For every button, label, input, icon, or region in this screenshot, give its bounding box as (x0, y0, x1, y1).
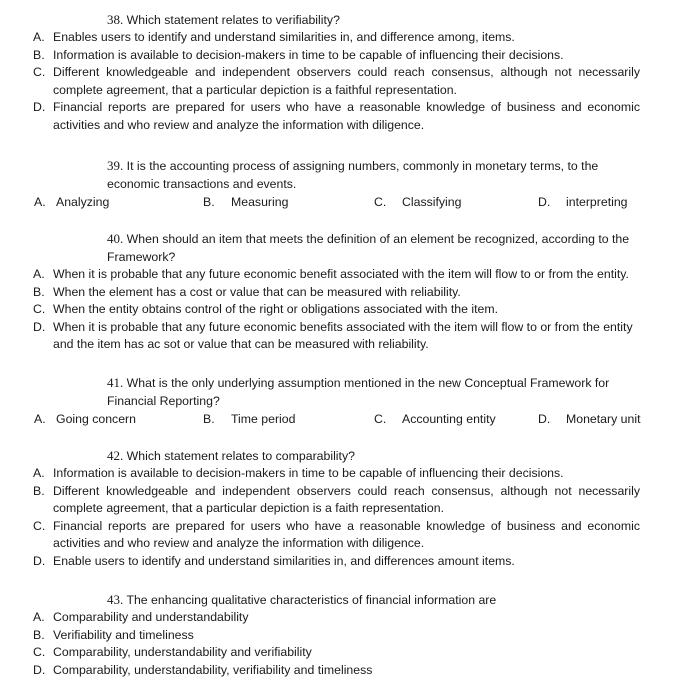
options-row (0, 193, 700, 211)
question-number: 42. (107, 448, 124, 463)
option-text: Comparability, understandability, verifiability and timeliness (53, 662, 373, 677)
option-text: Verifiability and timeliness (53, 627, 194, 642)
option-d (538, 410, 641, 428)
option-text: Different knowledgeable and independent observers could reach consensus, although not necessarily complete agreement, that a particular depiction is a faithful representation. (53, 65, 640, 97)
option-b (0, 47, 700, 65)
option-a (0, 266, 700, 284)
option-text: Different knowledgeable and independent observers could reach consensus, although not necessarily complete agreement, that a particular depiction is a faith representation. (53, 483, 640, 515)
options-row (0, 410, 700, 428)
option-letter: B. (203, 195, 215, 209)
option-text: Classifying (402, 195, 462, 209)
option-letter: B. (33, 284, 45, 299)
option-letter: D. (33, 553, 46, 568)
option-d (0, 319, 700, 354)
option-b (203, 410, 295, 428)
option-text: Going concern (56, 412, 136, 426)
option-text: Information is available to decision-makers in time to be capable of influencing their decisions. (53, 47, 564, 62)
option-a (34, 193, 109, 211)
option-letter: A. (33, 610, 45, 624)
option-letter: B. (33, 483, 45, 498)
question-stem (0, 447, 700, 465)
question-number: 43. (107, 592, 124, 607)
option-b (203, 193, 288, 211)
option-letter: D. (33, 662, 46, 677)
question-stem (0, 11, 700, 29)
option-letter: D. (33, 319, 46, 334)
option-d (0, 553, 700, 571)
question-41 (0, 374, 700, 428)
option-a (0, 609, 700, 627)
option-c (0, 518, 700, 553)
question-stem (0, 591, 700, 609)
question-text: Which statement relates to verifiability? (126, 13, 340, 27)
option-text: Analyzing (56, 195, 110, 209)
option-letter: A. (34, 195, 46, 209)
option-text: Measuring (231, 195, 289, 209)
option-letter: C. (374, 195, 387, 209)
option-text: Monetary unit (566, 412, 641, 426)
option-letter: B. (33, 47, 45, 62)
question-text: What is the only underlying assumption mentioned in the new Conceptual Framework for Financial Reporting? (107, 376, 610, 408)
option-d (0, 662, 700, 680)
question-number: 39. (107, 158, 124, 173)
option-text: Comparability and understandability (53, 610, 249, 624)
question-stem (0, 230, 700, 266)
option-letter: C. (33, 65, 46, 79)
question-number: 40. (107, 231, 124, 246)
option-text: When the element has a cost or value that can be measured with reliability. (53, 284, 461, 299)
option-letter: A. (33, 267, 45, 281)
option-text: When the entity obtains control of the right or obligations associated with the item. (53, 302, 498, 316)
option-text: Time period (231, 412, 296, 426)
question-42 (0, 447, 700, 570)
option-text: Enable users to identify and understand similarities in, and differences amount items. (53, 553, 515, 568)
option-c (374, 193, 461, 211)
option-text: Enables users to identify and understand similarities in, and difference among, items. (53, 30, 515, 44)
option-b (0, 284, 700, 302)
question-number: 41. (107, 375, 124, 390)
option-d (0, 99, 700, 134)
option-b (0, 483, 700, 518)
question-39 (0, 157, 700, 211)
option-b (0, 627, 700, 645)
option-a (0, 465, 700, 483)
question-number: 38. (107, 12, 124, 27)
option-letter: A. (33, 30, 45, 44)
question-stem (0, 157, 700, 193)
question-text: Which statement relates to comparability? (126, 449, 355, 463)
option-c (0, 64, 700, 99)
question-text: When should an item that meets the definition of an element be recognized, according to the Framework? (107, 232, 630, 264)
option-letter: A. (34, 412, 46, 426)
option-letter: B. (203, 412, 215, 426)
question-40 (0, 230, 700, 354)
option-c (374, 410, 496, 428)
option-text: interpreting (566, 195, 628, 209)
question-43 (0, 591, 700, 679)
option-letter: D. (538, 412, 551, 426)
option-text: When it is probable that any future economic benefits associated with the item will flow to or from the entity and the item has ac sot or value that can be measured with reliability. (53, 319, 633, 351)
option-letter: C. (33, 645, 46, 659)
option-text: When it is probable that any future economic benefit associated with the item will flow to or from the entity. (53, 267, 629, 281)
option-letter: B. (33, 627, 45, 642)
option-letter: C. (33, 518, 46, 533)
option-a (34, 410, 136, 428)
option-text: Comparability, understandability and verifiability (53, 645, 312, 659)
option-letter: C. (33, 302, 46, 316)
option-text: Accounting entity (402, 412, 496, 426)
option-text: Financial reports are prepared for users who have a reasonable knowledge of business and economic activities and who review and analyze the information with diligence. (53, 518, 640, 550)
option-a (0, 29, 700, 47)
option-c (0, 301, 700, 319)
question-text: It is the accounting process of assigning numbers, commonly in monetary terms, to the economic transactions and events. (107, 159, 599, 191)
option-letter: C. (374, 412, 387, 426)
question-text: The enhancing qualitative characteristics of financial information are (126, 593, 497, 607)
option-text: Information is available to decision-makers in time to be capable of influencing their decisions. (53, 466, 564, 480)
option-letter: D. (538, 195, 551, 209)
option-d (538, 193, 628, 211)
option-letter: D. (33, 100, 46, 114)
option-letter: A. (33, 466, 45, 480)
question-stem (0, 374, 700, 410)
option-c (0, 644, 700, 662)
option-text: Financial reports are prepared for users who have a reasonable knowledge of business and economic activities and who review and analyze the information with diligence. (53, 100, 640, 132)
question-38 (0, 11, 700, 134)
